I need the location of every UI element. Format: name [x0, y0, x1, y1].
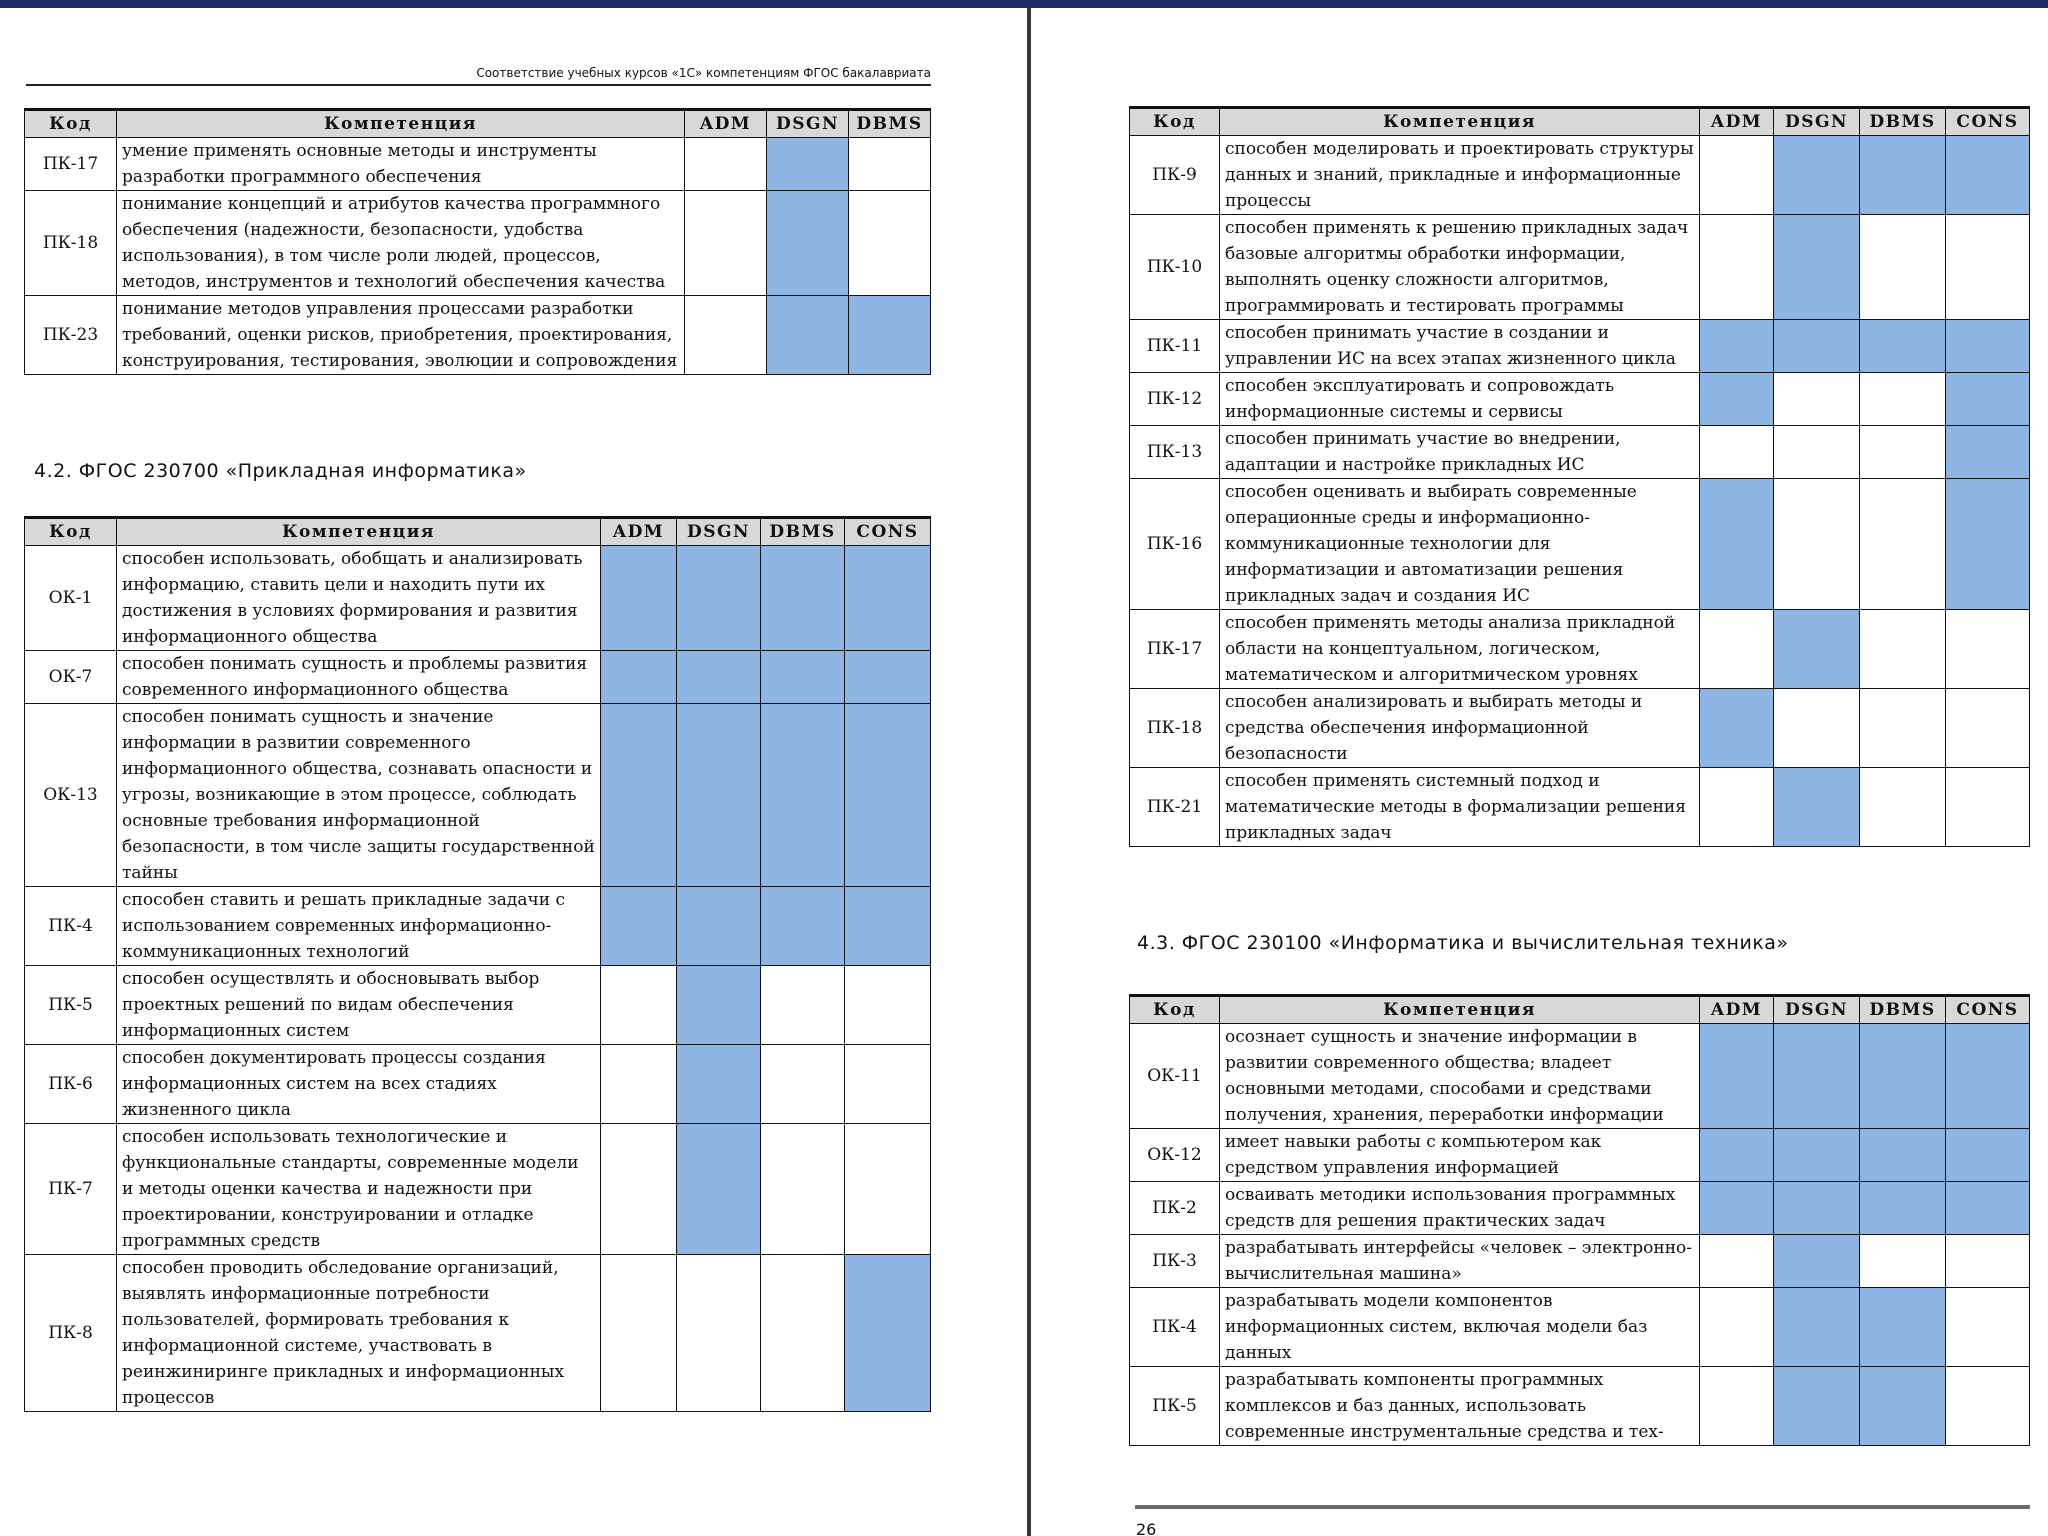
- competence-description: способен применять системный подход и математические методы в формализации решения прикладных задач: [1220, 768, 1700, 847]
- mark-cell-dbms: [761, 1124, 845, 1255]
- competence-code: ПК-23: [25, 296, 117, 375]
- mark-cell-cons: [1946, 1024, 2030, 1129]
- header-cons: CONS: [845, 518, 931, 546]
- table-row: [25, 546, 931, 651]
- competence-code: ПК-9: [1130, 136, 1220, 215]
- mark-cell-adm: [1700, 610, 1774, 689]
- running-header: Соответствие учебных курсов «1С» компетенциям ФГОС бакалавриата: [26, 66, 931, 86]
- mark-cell-dbms: [849, 191, 931, 296]
- mark-cell-adm: [601, 1255, 677, 1412]
- competence-description: осознает сущность и значение информации в развитии современного общества; владеет основными методами, способами и средствами получения, хранения, переработки информации: [1220, 1024, 1700, 1129]
- mark-cell-dbms: [1860, 1235, 1946, 1288]
- mark-cell-dsgn: [1774, 373, 1860, 426]
- mark-cell-adm: [1700, 1182, 1774, 1235]
- table-header-row: [1130, 108, 2030, 136]
- mark-cell-dbms: [1860, 689, 1946, 768]
- table-row: [25, 191, 931, 296]
- header-code: Код: [25, 110, 117, 138]
- competence-code: ПК-17: [1130, 610, 1220, 689]
- competence-code: ПК-17: [25, 138, 117, 191]
- mark-cell-dbms: [761, 1045, 845, 1124]
- competence-description: способен использовать технологические и функциональные стандарты, современные модели и методы оценки качества и надежности при проектировании, конструировании и отладке программных средств: [117, 1124, 601, 1255]
- header-competence: Компетенция: [1220, 108, 1700, 136]
- mark-cell-dbms: [1860, 1367, 1946, 1446]
- competence-code: ОК-1: [25, 546, 117, 651]
- competence-code: ПК-21: [1130, 768, 1220, 847]
- competence-code: ОК-13: [25, 704, 117, 887]
- mark-cell-dbms: [1860, 320, 1946, 373]
- window-top-bar: [0, 0, 2048, 8]
- header-code: Код: [1130, 108, 1220, 136]
- header-code: Код: [1130, 996, 1220, 1024]
- mark-cell-dsgn: [1774, 689, 1860, 768]
- competence-code: ПК-5: [25, 966, 117, 1045]
- mark-cell-adm: [1700, 1129, 1774, 1182]
- mark-cell-dbms: [761, 887, 845, 966]
- mark-cell-adm: [685, 296, 767, 375]
- competence-code: ПК-12: [1130, 373, 1220, 426]
- header-adm: ADM: [1700, 996, 1774, 1024]
- mark-cell-adm: [601, 546, 677, 651]
- competence-code: ПК-18: [25, 191, 117, 296]
- table-row: [1130, 610, 2030, 689]
- mark-cell-dbms: [1860, 136, 1946, 215]
- mark-cell-dsgn: [677, 546, 761, 651]
- competence-code: ПК-8: [25, 1255, 117, 1412]
- mark-cell-adm: [1700, 1024, 1774, 1129]
- mark-cell-cons: [1946, 1235, 2030, 1288]
- table-row: [1130, 426, 2030, 479]
- mark-cell-dsgn: [1774, 320, 1860, 373]
- mark-cell-dsgn: [1774, 1182, 1860, 1235]
- table-row: [25, 138, 931, 191]
- table-row: [25, 296, 931, 375]
- mark-cell-dbms: [849, 296, 931, 375]
- competence-description: способен применять методы анализа прикладной области на концептуальном, логическом, математическом и алгоритмическом уровнях: [1220, 610, 1700, 689]
- competence-code: ПК-11: [1130, 320, 1220, 373]
- competence-code: ПК-16: [1130, 479, 1220, 610]
- mark-cell-adm: [601, 966, 677, 1045]
- mark-cell-dbms: [1860, 1288, 1946, 1367]
- competence-description: способен анализировать и выбирать методы и средства обеспечения информационной безопасности: [1220, 689, 1700, 768]
- mark-cell-dsgn: [1774, 136, 1860, 215]
- mark-cell-dbms: [1860, 215, 1946, 320]
- mark-cell-dsgn: [767, 296, 849, 375]
- mark-cell-dsgn: [677, 651, 761, 704]
- mark-cell-dsgn: [677, 704, 761, 887]
- mark-cell-dsgn: [1774, 610, 1860, 689]
- mark-cell-cons: [845, 651, 931, 704]
- table-row: [1130, 1367, 2030, 1446]
- table-header-row: [25, 110, 931, 138]
- mark-cell-cons: [845, 704, 931, 887]
- mark-cell-dbms: [1860, 1129, 1946, 1182]
- mark-cell-dsgn: [1774, 215, 1860, 320]
- mark-cell-dbms: [1860, 768, 1946, 847]
- mark-cell-cons: [845, 887, 931, 966]
- mark-cell-adm: [1700, 136, 1774, 215]
- competence-description: способен эксплуатировать и сопровождать информационные системы и сервисы: [1220, 373, 1700, 426]
- competence-description: разрабатывать компоненты программных комплексов и баз данных, использовать современные инструментальные средства и тех-: [1220, 1367, 1700, 1446]
- competence-description: способен использовать, обобщать и анализировать информацию, ставить цели и находить пути их достижения в условиях формирования и развития информационного общества: [117, 546, 601, 651]
- mark-cell-adm: [1700, 768, 1774, 847]
- mark-cell-dsgn: [1774, 1235, 1860, 1288]
- competence-table-4col: [1129, 106, 2030, 847]
- competence-code: ПК-10: [1130, 215, 1220, 320]
- competence-code: ПК-4: [1130, 1288, 1220, 1367]
- competence-description: способен документировать процессы создания информационных систем на всех стадиях жизненного цикла: [117, 1045, 601, 1124]
- section-heading-4-2: 4.2. ФГОС 230700 «Прикладная информатика»: [34, 460, 527, 482]
- table-row: [25, 1124, 931, 1255]
- mark-cell-cons: [1946, 610, 2030, 689]
- mark-cell-dsgn: [1774, 1129, 1860, 1182]
- mark-cell-adm: [601, 1045, 677, 1124]
- mark-cell-dsgn: [677, 1124, 761, 1255]
- mark-cell-cons: [845, 1255, 931, 1412]
- header-dsgn: DSGN: [1774, 108, 1860, 136]
- header-dsgn: DSGN: [1774, 996, 1860, 1024]
- competence-code: ПК-3: [1130, 1235, 1220, 1288]
- header-adm: ADM: [685, 110, 767, 138]
- mark-cell-cons: [1946, 215, 2030, 320]
- competence-description: разрабатывать модели компонентов информационных систем, включая модели баз данных: [1220, 1288, 1700, 1367]
- mark-cell-dbms: [761, 704, 845, 887]
- page-number: 26: [1136, 1520, 1157, 1536]
- mark-cell-cons: [1946, 426, 2030, 479]
- mark-cell-cons: [1946, 1182, 2030, 1235]
- competence-code: ОК-7: [25, 651, 117, 704]
- table-row: [1130, 1288, 2030, 1367]
- mark-cell-adm: [685, 191, 767, 296]
- competence-description: способен применять к решению прикладных задач базовые алгоритмы обработки информации, выполнять оценку сложности алгоритмов, программировать и тестировать программы: [1220, 215, 1700, 320]
- mark-cell-dbms: [761, 651, 845, 704]
- mark-cell-dsgn: [677, 966, 761, 1045]
- mark-cell-adm: [1700, 479, 1774, 610]
- mark-cell-dsgn: [1774, 1367, 1860, 1446]
- table-row: [1130, 1182, 2030, 1235]
- table-row: [25, 651, 931, 704]
- competence-code: ПК-6: [25, 1045, 117, 1124]
- table-row: [1130, 1235, 2030, 1288]
- header-adm: ADM: [1700, 108, 1774, 136]
- table-row: [1130, 320, 2030, 373]
- mark-cell-dbms: [1860, 1024, 1946, 1129]
- competence-table-4col: [24, 516, 931, 1412]
- table-row: [1130, 768, 2030, 847]
- mark-cell-adm: [1700, 320, 1774, 373]
- competence-description: понимание методов управления процессами разработки требований, оценки рисков, приобретения, проектирования, конструирования, тестирования, эволюции и сопровождения: [117, 296, 685, 375]
- competence-description: способен проводить обследование организаций, выявлять информационные потребности пользователей, формировать требования к информационной системе, участвовать в реинжиниринге прикладных и информационных процессов: [117, 1255, 601, 1412]
- table-header-row: [1130, 996, 2030, 1024]
- mark-cell-adm: [1700, 215, 1774, 320]
- header-dbms: DBMS: [849, 110, 931, 138]
- mark-cell-adm: [1700, 689, 1774, 768]
- competence-table-3col: [24, 108, 931, 375]
- competence-description: способен оценивать и выбирать современные операционные среды и информационно-коммуникационные технологии для информатизации и автоматизации решения прикладных задач и создания ИС: [1220, 479, 1700, 610]
- mark-cell-dsgn: [1774, 426, 1860, 479]
- mark-cell-cons: [1946, 320, 2030, 373]
- competence-table-4col: [1129, 994, 2030, 1446]
- left-page: [0, 8, 1027, 1536]
- mark-cell-cons: [845, 1124, 931, 1255]
- header-cons: CONS: [1946, 996, 2030, 1024]
- mark-cell-dsgn: [1774, 479, 1860, 610]
- mark-cell-dsgn: [677, 887, 761, 966]
- mark-cell-cons: [1946, 1367, 2030, 1446]
- competence-description: способен принимать участие во внедрении, адаптации и настройке прикладных ИС: [1220, 426, 1700, 479]
- table-row: [1130, 215, 2030, 320]
- competence-code: ОК-11: [1130, 1024, 1220, 1129]
- competence-description: способен принимать участие в создании и управлении ИС на всех этапах жизненного цикла: [1220, 320, 1700, 373]
- mark-cell-dsgn: [1774, 1288, 1860, 1367]
- mark-cell-dbms: [1860, 373, 1946, 426]
- competence-code: ОК-12: [1130, 1129, 1220, 1182]
- mark-cell-dbms: [849, 138, 931, 191]
- table-row: [1130, 689, 2030, 768]
- section-heading-4-3: 4.3. ФГОС 230100 «Информатика и вычислительная техника»: [1137, 932, 1789, 954]
- competence-code: ПК-5: [1130, 1367, 1220, 1446]
- header-competence: Компетенция: [117, 110, 685, 138]
- competence-description: осваивать методики использования программных средств для решения практических задач: [1220, 1182, 1700, 1235]
- header-dbms: DBMS: [1860, 108, 1946, 136]
- table-row: [25, 887, 931, 966]
- mark-cell-cons: [1946, 136, 2030, 215]
- competence-description: способен осуществлять и обосновывать выбор проектных решений по видам обеспечения информационных систем: [117, 966, 601, 1045]
- footer-rule: [1135, 1505, 2030, 1509]
- table-row: [1130, 373, 2030, 426]
- mark-cell-adm: [601, 887, 677, 966]
- mark-cell-adm: [1700, 1367, 1774, 1446]
- mark-cell-cons: [845, 546, 931, 651]
- table-header-row: [25, 518, 931, 546]
- mark-cell-dsgn: [767, 191, 849, 296]
- competence-code: ПК-18: [1130, 689, 1220, 768]
- table-row: [1130, 1024, 2030, 1129]
- table-row: [1130, 1129, 2030, 1182]
- mark-cell-cons: [1946, 768, 2030, 847]
- competence-description: способен понимать сущность и значение информации в развитии современного информационного общества, сознавать опасности и угрозы, возникающие в этом процессе, соблюдать основные требования информационной безопасности, в том числе защиты государственной тайны: [117, 704, 601, 887]
- table-row: [1130, 136, 2030, 215]
- mark-cell-adm: [601, 704, 677, 887]
- header-competence: Компетенция: [1220, 996, 1700, 1024]
- competence-description: понимание концепций и атрибутов качества программного обеспечения (надежности, безопасности, удобства использования), в том числе роли людей, процессов, методов, инструментов и технологий обеспечения качества: [117, 191, 685, 296]
- mark-cell-adm: [601, 1124, 677, 1255]
- competence-code: ПК-7: [25, 1124, 117, 1255]
- mark-cell-dsgn: [677, 1045, 761, 1124]
- mark-cell-adm: [601, 651, 677, 704]
- header-cons: CONS: [1946, 108, 2030, 136]
- mark-cell-dbms: [1860, 1182, 1946, 1235]
- mark-cell-cons: [845, 1045, 931, 1124]
- mark-cell-cons: [1946, 1129, 2030, 1182]
- mark-cell-adm: [685, 138, 767, 191]
- competence-description: способен ставить и решать прикладные задачи с использованием современных информационно-коммуникационных технологий: [117, 887, 601, 966]
- competence-code: ПК-2: [1130, 1182, 1220, 1235]
- mark-cell-adm: [1700, 1288, 1774, 1367]
- header-dsgn: DSGN: [767, 110, 849, 138]
- competence-code: ПК-13: [1130, 426, 1220, 479]
- mark-cell-cons: [845, 966, 931, 1045]
- header-dsgn: DSGN: [677, 518, 761, 546]
- mark-cell-adm: [1700, 426, 1774, 479]
- competence-code: ПК-4: [25, 887, 117, 966]
- table-row: [25, 1045, 931, 1124]
- mark-cell-dbms: [1860, 479, 1946, 610]
- right-page: [1031, 8, 2048, 1536]
- mark-cell-dbms: [761, 1255, 845, 1412]
- competence-description: способен понимать сущность и проблемы развития современного информационного общества: [117, 651, 601, 704]
- table-row: [25, 1255, 931, 1412]
- competence-description: умение применять основные методы и инструменты разработки программного обеспечения: [117, 138, 685, 191]
- mark-cell-dsgn: [677, 1255, 761, 1412]
- mark-cell-cons: [1946, 373, 2030, 426]
- mark-cell-dsgn: [767, 138, 849, 191]
- mark-cell-dbms: [1860, 610, 1946, 689]
- mark-cell-adm: [1700, 373, 1774, 426]
- header-dbms: DBMS: [1860, 996, 1946, 1024]
- competence-description: способен моделировать и проектировать структуры данных и знаний, прикладные и информационные процессы: [1220, 136, 1700, 215]
- mark-cell-dbms: [761, 546, 845, 651]
- table-row: [1130, 479, 2030, 610]
- header-competence: Компетенция: [117, 518, 601, 546]
- competence-description: разрабатывать интерфейсы «человек – электронно-вычислительная машина»: [1220, 1235, 1700, 1288]
- header-dbms: DBMS: [761, 518, 845, 546]
- header-code: Код: [25, 518, 117, 546]
- table-row: [25, 966, 931, 1045]
- mark-cell-adm: [1700, 1235, 1774, 1288]
- mark-cell-dsgn: [1774, 1024, 1860, 1129]
- table-row: [25, 704, 931, 887]
- mark-cell-cons: [1946, 689, 2030, 768]
- header-adm: ADM: [601, 518, 677, 546]
- mark-cell-dsgn: [1774, 768, 1860, 847]
- mark-cell-dbms: [1860, 426, 1946, 479]
- mark-cell-cons: [1946, 479, 2030, 610]
- competence-description: имеет навыки работы с компьютером как средством управления информацией: [1220, 1129, 1700, 1182]
- mark-cell-cons: [1946, 1288, 2030, 1367]
- mark-cell-dbms: [761, 966, 845, 1045]
